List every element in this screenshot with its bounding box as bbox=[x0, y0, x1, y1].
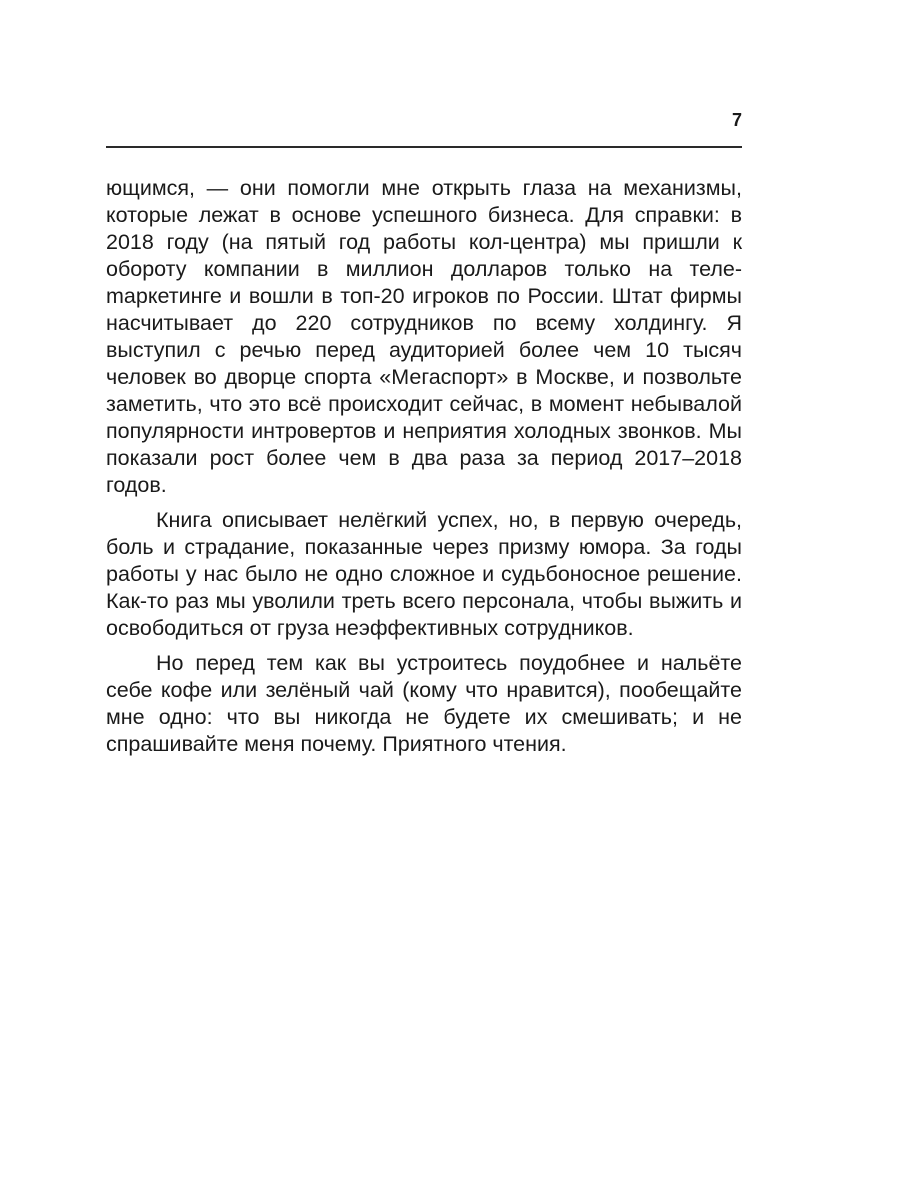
paragraph-1: ющимся, — они помогли мне открыть глаза на механизмы, которые лежат в основе успешного бизнеса. Для справки: в 2018 году (на пятый год работы кол-центра) мы пришли к обороту компании в миллион долларов только на телеmаркетинге и вошли в топ-20 игроков по России. Штат фирмы насчитывает до 220 сотрудников по всему холдингу. Я выступил с речью перед аудиторией более чем 10 тысяч человек во дворце спорта «Мегаспорт» в Москве, и позвольте заметить, что это всё происходит сейчас, в момент небывалой популярности интровертов и неприятия холодных звонков. Мы показали рост более чем в два раза за период 2017–2018 годов. bbox=[106, 176, 742, 497]
header-rule bbox=[106, 146, 742, 148]
paragraph-3: Но перед тем как вы устроитесь поудобнее и нальёте себе кофе или зелёный чай (кому что нравится), пообещайте мне одно: что вы никогда не будете их смешивать; и не спрашивайте меня почему. Приятного чтения. bbox=[106, 651, 742, 756]
page-number: 7 bbox=[731, 110, 742, 130]
paragraph-2: Книга описывает нелёгкий успех, но, в первую очередь, боль и страдание, показанные через призму юмора. За годы работы у нас было не одно сложное и судьбоносное решение. Как-то раз мы уволили треть всего персонала, чтобы выжить и освободиться от груза неэффективных сотрудников. bbox=[106, 508, 742, 640]
body-text bbox=[106, 175, 742, 766]
